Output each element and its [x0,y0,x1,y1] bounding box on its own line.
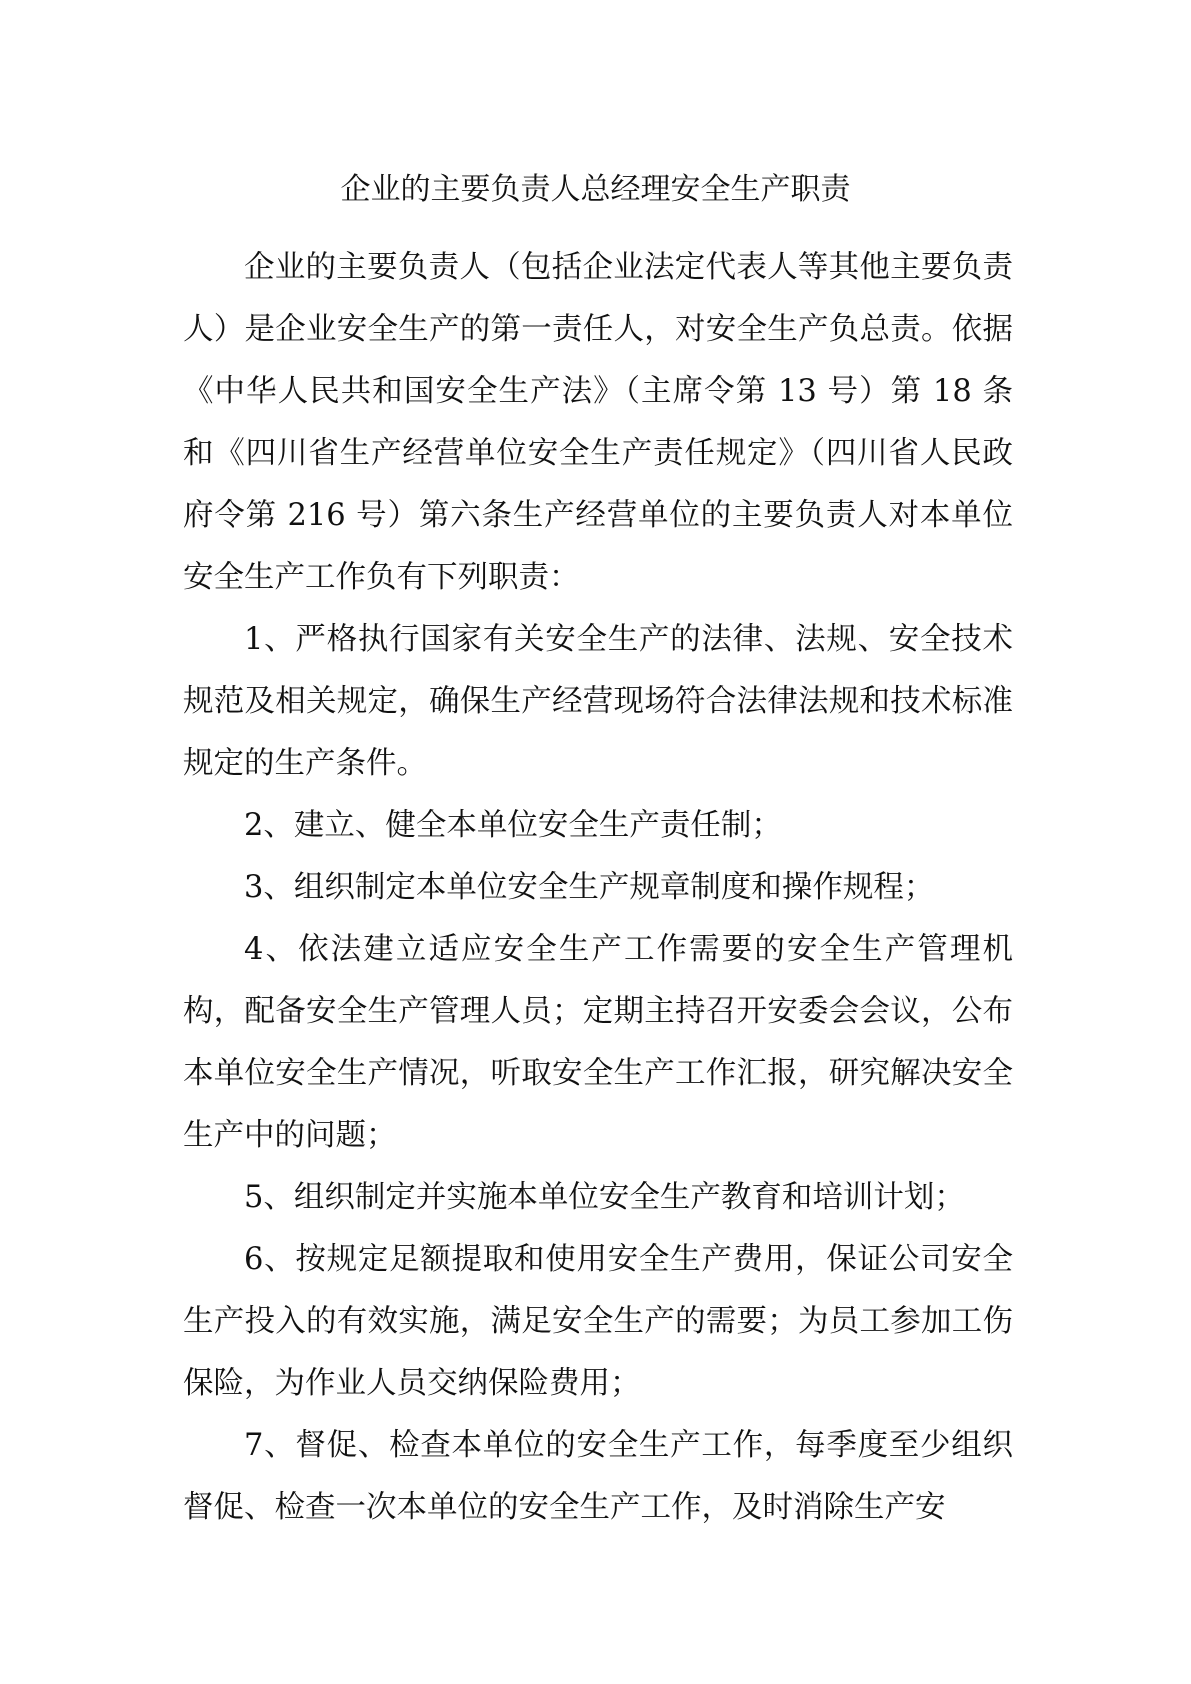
page-title: 企业的主要负责人总经理安全生产职责 [340,172,851,207]
duty-item-6: 6、按规定足额提取和使用安全生产费用，保证公司安全生产投入的有效实施，满足安全生产的需要；为员工参加工伤保险，为作业人员交纳保险费用； [183,1242,1013,1401]
document-body [183,237,1013,1539]
duty-item-4: 4、依法建立适应安全生产工作需要的安全生产管理机构，配备安全生产管理人员；定期主持召开安委会会议，公布本单位安全生产情况，听取安全生产工作汇报，研究解决安全生产中的问题； [183,932,1013,1153]
duty-item-5: 5、组织制定并实施本单位安全生产教育和培训计划； [244,1180,965,1215]
duty-item-2: 2、建立、健全本单位安全生产责任制； [244,808,782,843]
paragraph-intro: 企业的主要负责人（包括企业法定代表人等其他主要负责人）是企业安全生产的第一责任人，对安全生产负总责。依据《中华人民共和国安全生产法》（主席令第 13 号）第 18 条和《四川省生产经营单位安全生产责任规定》（四川省人民政府令第 216 号）第六条生产经营单位的主要负责人对本单位安全生产工作负有下列职责： [183,250,1013,595]
duty-item-3: 3、组织制定本单位安全生产规章制度和操作规程； [244,870,935,905]
duty-item-1: 1、严格执行国家有关安全生产的法律、法规、安全技术规范及相关规定，确保生产经营现场符合法律法规和技术标准规定的生产条件。 [183,622,1013,781]
duty-item-7: 7、督促、检查本单位的安全生产工作，每季度至少组织督促、检查一次本单位的安全生产工作，及时消除生产安 [183,1428,1013,1525]
